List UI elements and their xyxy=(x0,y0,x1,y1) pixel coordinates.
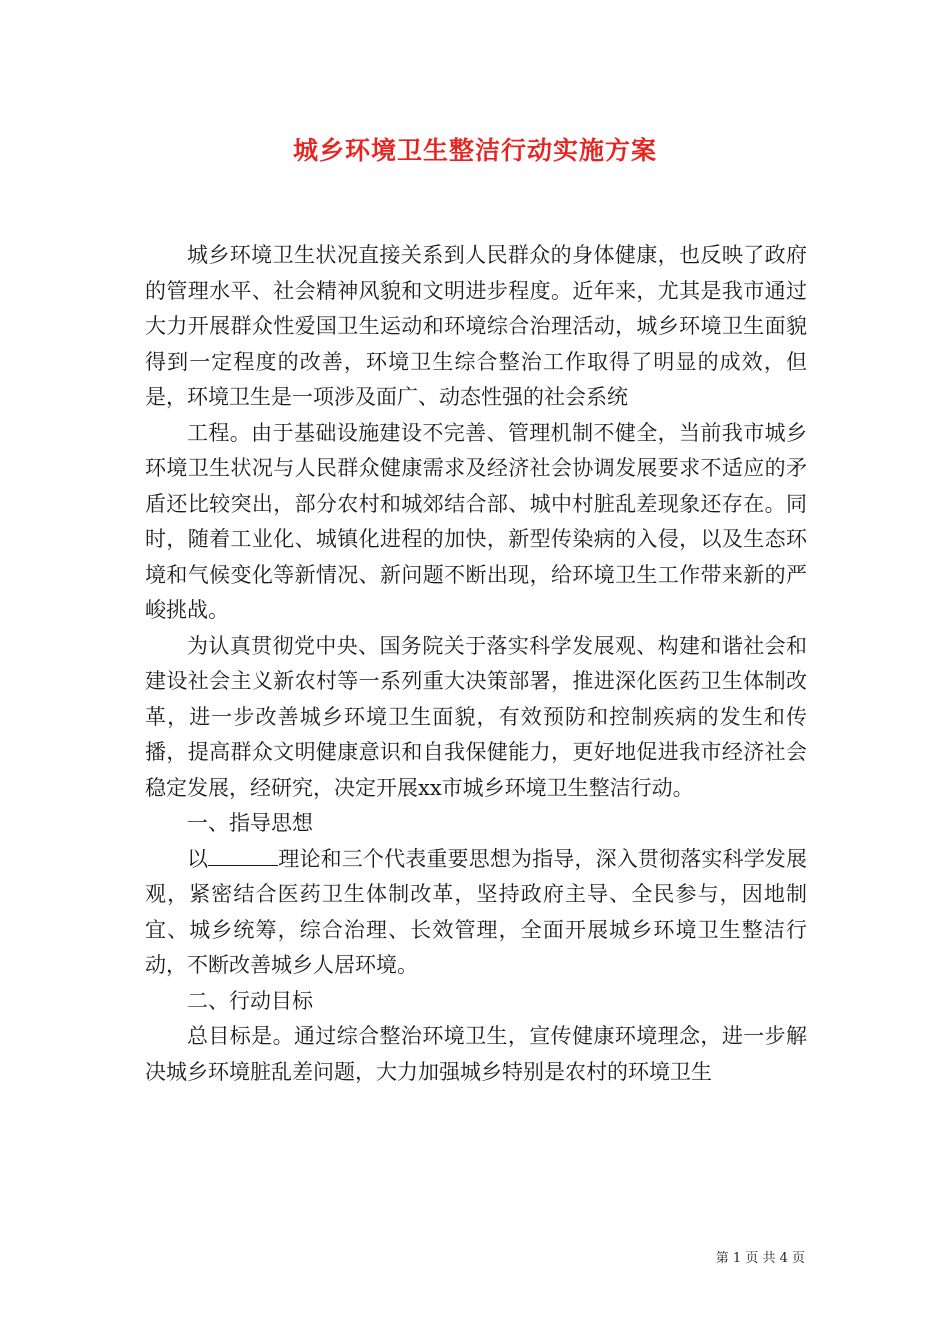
guiding-ideology-text: 理论和三个代表重要思想为指导，深入贯彻落实科学发展观，紧密结合医药卫生体制改革，坚持政府主导、全民参与，因地制宜、城乡统筹，综合治理、长效管理，全面开展城乡环境卫生整洁行动，不断改善城乡人居环境。 xyxy=(145,846,808,977)
paragraph-guiding-ideology xyxy=(145,842,807,984)
fill-in-blank xyxy=(208,845,278,866)
paragraph-problems: 工程。由于基础设施建设不完善、管理机制不健全，当前我市城乡环境卫生状况与人民群众健康需求及经济社会协调发展要求不适应的矛盾还比较突出，部分农村和城郊结合部、城中村脏乱差现象还存在。同时，随着工业化、城镇化进程的加快，新型传染病的入侵，以及生态环境和气候变化等新情况、新问题不断出现，给环境卫生工作带来新的严峻挑战。 xyxy=(145,420,807,622)
paragraph-action-goals: 总目标是。通过综合整治环境卫生，宣传健康环境理念，进一步解决城乡环境脏乱差问题，大力加强城乡特别是农村的环境卫生 xyxy=(145,1024,807,1084)
paragraph-purpose: 为认真贯彻党中央、国务院关于落实科学发展观、构建和谐社会和建设社会主义新农村等一系列重大决策部署，推进深化医药卫生体制改革，进一步改善城乡环境卫生面貌，有效预防和控制疾病的发生和传播，提高群众文明健康意识和自我保健能力，更好地促进我市经济社会稳定发展，经研究，决定开展xx市城乡环境卫生整洁行动。 xyxy=(145,633,807,800)
guiding-ideology-prefix: 以 xyxy=(187,846,209,871)
document-body xyxy=(145,238,807,1090)
document-title: 城乡环境卫生整洁行动实施方案 xyxy=(292,136,657,165)
paragraph-intro: 城乡环境卫生状况直接关系到人民群众的身体健康，也反映了政府的管理水平、社会精神风貌和文明进步程度。近年来，尤其是我市通过大力开展群众性爱国卫生运动和环境综合治理活动，城乡环境卫生面貌得到一定程度的改善，环境卫生综合整治工作取得了明显的成效，但是，环境卫生是一项涉及面广、动态性强的社会系统 xyxy=(145,243,807,409)
heading-action-goals: 二、行动目标 xyxy=(187,988,313,1013)
heading-guiding-ideology: 一、指导思想 xyxy=(187,811,313,835)
page-number: 第 1 页 共 4 页 xyxy=(715,1251,805,1266)
